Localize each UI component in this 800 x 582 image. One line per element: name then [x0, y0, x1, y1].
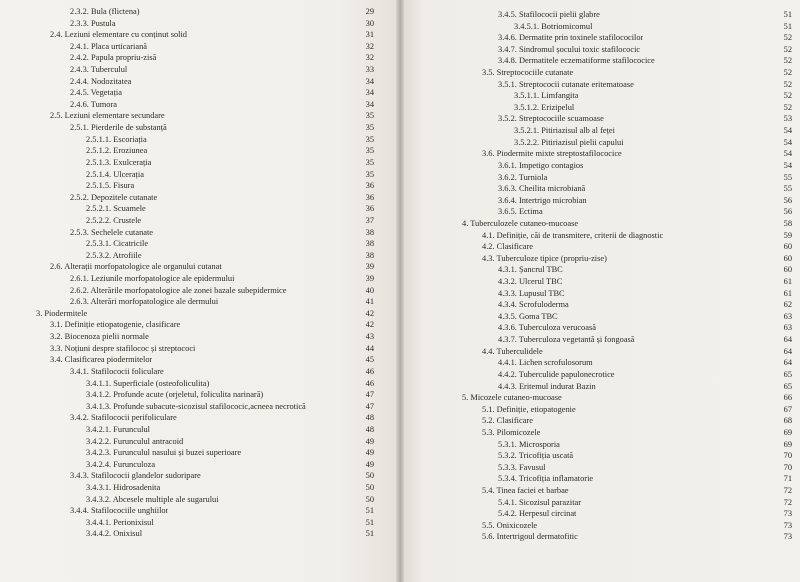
toc-entry	[0, 378, 400, 390]
toc-entry-title: 2.6.2. Alterările morfopatologice ale zonei bazale subepidermice	[70, 285, 287, 295]
toc-entry-title: 2.4.3. Tuberculul	[70, 65, 128, 75]
toc-entry-page-number: 48	[365, 413, 374, 423]
toc-entry-title: 3.5.1.2. Erizipelul	[514, 102, 575, 112]
toc-entry	[0, 134, 400, 146]
toc-entry-title: 3.4. Clasificarea piodermitelor	[50, 355, 153, 365]
toc-entry	[400, 288, 800, 300]
toc-entry	[0, 319, 400, 331]
toc-entry-page-number: 72	[783, 497, 792, 507]
toc-entry-title: 3.4.1.3. Profunde subacute-sicozisul stafilococic,acneea necrotică	[86, 401, 306, 411]
toc-entry-title: 4.4.3. Eritemul indurat Bazin	[498, 381, 596, 391]
toc-entry-page-number: 29	[365, 7, 374, 16]
toc-entry-title: 3.4.2.1. Furunculul	[86, 424, 150, 434]
toc-entry-page-number: 42	[365, 308, 374, 318]
toc-entry-title: 5.1. Definiție, etiopatogenie	[482, 404, 576, 414]
toc-entry-title: 4.3.2. Ulcerul TBC	[498, 277, 563, 287]
toc-entry-title: 4.3.3. Lupusul TBC	[498, 288, 565, 298]
toc-entry	[0, 470, 400, 482]
toc-entry-page-number: 62	[783, 300, 792, 310]
toc-entry-title: 2.4.1. Placa urticariană	[70, 41, 147, 51]
toc-entry-page-number: 49	[365, 436, 374, 446]
toc-entry-title: 5.4.1. Sicozisul parazitar	[498, 497, 582, 507]
toc-entry-page-number: 64	[783, 346, 792, 356]
toc-entry-page-number: 52	[783, 91, 792, 101]
toc-entry	[400, 206, 800, 218]
toc-entry-page-number: 35	[365, 169, 374, 179]
toc-entry-page-number: 55	[783, 172, 792, 182]
toc-entry-page-number: 38	[365, 227, 374, 237]
toc-entry	[0, 192, 400, 204]
toc-entry	[400, 264, 800, 276]
toc-entry	[400, 125, 800, 137]
toc-entry	[400, 462, 800, 474]
toc-entry	[400, 79, 800, 91]
toc-entry-page-number: 34	[365, 76, 374, 86]
toc-entry	[0, 76, 400, 88]
toc-entry-title: 3.5. Streptocociile cutanate	[482, 68, 574, 78]
toc-entry-page-number: 35	[365, 146, 374, 156]
toc-entry-page-number: 56	[783, 195, 792, 205]
toc-entry-title: 3.5.2.2. Pitiriazisul pielii capului	[514, 137, 624, 147]
toc-entry-title: 3.6.1. Impetigo contagios	[498, 160, 584, 170]
toc-entry-page-number: 61	[783, 277, 792, 287]
toc-entry-page-number: 44	[365, 343, 374, 353]
toc-entry-title: 2.6.1. Leziunile morfopatologice ale epidermului	[70, 274, 235, 284]
toc-entry-title: 5.4. Tinea faciei et barbae	[482, 485, 569, 495]
right-page	[400, 0, 800, 582]
toc-entry-page-number: 54	[783, 160, 792, 170]
toc-entry-page-number: 55	[783, 184, 792, 194]
toc-entry-page-number: 73	[783, 520, 792, 530]
toc-entry	[0, 482, 400, 494]
toc-entry	[0, 273, 400, 285]
toc-entry-page-number: 49	[365, 448, 374, 458]
toc-entry	[400, 392, 800, 404]
toc-entry-page-number: 73	[783, 509, 792, 519]
toc-entry	[0, 285, 400, 297]
toc-entry-title: 2.5.1. Pierderile de substanță	[70, 123, 167, 133]
toc-entry-title: 3.4.1. Stafilococii foliculare	[70, 366, 164, 376]
toc-entry	[400, 450, 800, 462]
toc-entry-title: 2.4. Leziuni elementare cu conținut solid	[50, 30, 187, 40]
toc-entry	[400, 334, 800, 346]
toc-entry-page-number: 59	[783, 230, 792, 240]
toc-entry-page-number: 53	[783, 114, 792, 124]
toc-entry-page-number: 69	[783, 427, 792, 437]
toc-entry	[0, 157, 400, 169]
toc-entry-page-number: 65	[783, 369, 792, 379]
toc-entry-page-number: 52	[783, 33, 792, 43]
toc-entry	[0, 180, 400, 192]
toc-entry	[0, 52, 400, 64]
left-toc-list	[0, 6, 400, 540]
toc-entry	[400, 241, 800, 253]
toc-entry-title: 2.5.3. Sechelele cutanate	[70, 227, 154, 237]
toc-entry-page-number: 52	[783, 79, 792, 89]
toc-entry	[0, 401, 400, 413]
toc-entry	[0, 354, 400, 366]
toc-entry-title: 2.4.5. Vegetația	[70, 88, 122, 98]
toc-entry	[0, 227, 400, 239]
toc-entry-title: 3.6.4. Intertrigo microbian	[498, 195, 587, 205]
toc-entry-page-number: 60	[783, 265, 792, 275]
toc-entry-page-number: 67	[783, 404, 792, 414]
toc-entry	[0, 145, 400, 157]
toc-entry	[400, 427, 800, 439]
toc-entry-page-number: 56	[783, 207, 792, 217]
toc-entry	[0, 296, 400, 308]
toc-entry-title: 2.5.1.2. Eroziunea	[86, 146, 148, 156]
toc-entry-title: 2.5.2.1. Scuamele	[86, 204, 146, 214]
toc-entry	[400, 346, 800, 358]
toc-entry-page-number: 33	[365, 65, 374, 75]
toc-entry-page-number: 60	[783, 242, 792, 252]
toc-entry-page-number: 50	[365, 471, 374, 481]
toc-entry-page-number: 71	[783, 474, 792, 484]
toc-entry	[400, 148, 800, 160]
toc-entry-page-number: 70	[783, 462, 792, 472]
toc-entry	[400, 299, 800, 311]
toc-entry-page-number: 51	[783, 10, 792, 19]
toc-entry-title: 2.5.1.3. Exulcerația	[86, 157, 152, 167]
toc-entry-title: 4.2. Clasificare	[482, 242, 533, 252]
toc-entry-title: 4.3.7. Tuberculoza vegetantă și fongoasă	[498, 335, 635, 345]
toc-entry-page-number: 31	[365, 30, 374, 40]
toc-entry	[400, 9, 800, 21]
toc-entry	[400, 160, 800, 172]
toc-entry-page-number: 39	[365, 262, 374, 272]
toc-entry-page-number: 51	[365, 529, 374, 539]
toc-entry	[400, 381, 800, 393]
toc-entry	[0, 203, 400, 215]
toc-entry	[0, 412, 400, 424]
toc-entry	[0, 18, 400, 30]
toc-entry	[0, 389, 400, 401]
toc-entry-title: 3.6.5. Ectima	[498, 207, 543, 217]
toc-entry-title: 3.2. Biocenoza pielii normale	[50, 332, 149, 342]
toc-entry	[400, 369, 800, 381]
toc-entry-page-number: 35	[365, 123, 374, 133]
toc-entry-page-number: 51	[783, 21, 792, 31]
toc-entry	[0, 122, 400, 134]
toc-entry	[0, 424, 400, 436]
toc-entry-page-number: 36	[365, 204, 374, 214]
toc-entry	[400, 439, 800, 451]
toc-entry	[400, 183, 800, 195]
toc-entry-title: 3.4.3.2. Abcesele multiple ale sugarului	[86, 494, 219, 504]
toc-entry-page-number: 47	[365, 401, 374, 411]
toc-entry	[0, 517, 400, 529]
toc-entry	[400, 531, 800, 543]
toc-entry-page-number: 49	[365, 459, 374, 469]
toc-entry-page-number: 30	[365, 18, 374, 28]
toc-entry	[400, 497, 800, 509]
toc-entry-title: 3.4.1.2. Profunde acute (orjeletul, foliculita narinară)	[86, 390, 264, 400]
toc-entry-page-number: 38	[365, 239, 374, 249]
toc-entry	[0, 238, 400, 250]
toc-entry-page-number: 46	[365, 366, 374, 376]
toc-entry-title: 5.3.3. Favusul	[498, 462, 546, 472]
toc-entry	[400, 485, 800, 497]
toc-entry-title: 3.4.4.1. Perionixisul	[86, 517, 154, 527]
toc-entry-title: 2.4.4. Nodozitatea	[70, 76, 132, 86]
toc-entry-page-number: 65	[783, 381, 792, 391]
toc-entry-title: 4. Tuberculozele cutaneo-mucoase	[462, 218, 579, 228]
toc-entry-title: 3.6.3. Cheilita microbiană	[498, 184, 586, 194]
toc-entry-title: 5.2. Clasificare	[482, 416, 533, 426]
toc-entry-title: 4.1. Definiție, căi de transmitere, criterii de diagnostic	[482, 230, 664, 240]
toc-entry	[0, 447, 400, 459]
toc-entry	[400, 195, 800, 207]
toc-entry-title: 3.1. Definiție etiopatogenie, clasificare	[50, 320, 181, 330]
toc-entry-page-number: 52	[783, 44, 792, 54]
toc-entry	[0, 308, 400, 320]
toc-entry-page-number: 54	[783, 126, 792, 136]
toc-entry-title: 2.5.1.4. Ulcerația	[86, 169, 144, 179]
toc-entry	[0, 29, 400, 41]
toc-entry-page-number: 35	[365, 134, 374, 144]
toc-entry-page-number: 73	[783, 532, 792, 542]
book-spine-gutter	[396, 0, 404, 582]
toc-entry-page-number: 34	[365, 88, 374, 98]
toc-entry-page-number: 52	[783, 102, 792, 112]
toc-entry-title: 2.3.2. Bula (flictena)	[70, 7, 140, 16]
toc-entry-title: 3.4.5.1. Botriomicomul	[514, 21, 593, 31]
toc-entry-page-number: 46	[365, 378, 374, 388]
toc-entry-page-number: 72	[783, 485, 792, 495]
toc-entry	[0, 169, 400, 181]
toc-entry	[400, 102, 800, 114]
toc-entry-page-number: 36	[365, 192, 374, 202]
toc-entry-title: 3.4.3. Stafilococii glandelor sudoripare	[70, 471, 201, 481]
toc-entry	[0, 528, 400, 540]
toc-entry-title: 4.4.2. Tuberculide papulonecrotice	[498, 369, 615, 379]
toc-entry	[0, 494, 400, 506]
toc-entry	[400, 473, 800, 485]
toc-entry-title: 5.3.1. Microsporia	[498, 439, 560, 449]
toc-entry-page-number: 58	[783, 218, 792, 228]
toc-entry-title: 5.3. Pilomicozele	[482, 427, 541, 437]
toc-entry-title: 5.3.4. Tricofiția inflamatorie	[498, 474, 594, 484]
toc-entry	[0, 110, 400, 122]
toc-entry-page-number: 61	[783, 288, 792, 298]
toc-entry	[0, 459, 400, 471]
toc-entry	[400, 230, 800, 242]
toc-entry-title: 3.3. Noțiuni despre stafilococ și streptococi	[50, 343, 196, 353]
toc-entry-page-number: 45	[365, 355, 374, 365]
toc-entry-title: 3.4.5. Stafilococii pielii glabre	[498, 10, 600, 19]
toc-entry-title: 4.3.4. Scrofuloderma	[498, 300, 569, 310]
toc-entry-title: 2.3.3. Pustula	[70, 18, 116, 28]
toc-entry-page-number: 64	[783, 358, 792, 368]
toc-entry-title: 3.4.7. Sindromul șocului toxic stafilococic	[498, 44, 641, 54]
toc-entry-page-number: 47	[365, 390, 374, 400]
toc-entry-title: 2.6.3. Alterări morfopatologice ale dermului	[70, 297, 219, 307]
toc-entry-title: 2.5.3.2. Atrofiile	[86, 250, 142, 260]
toc-entry	[400, 253, 800, 265]
toc-entry-page-number: 51	[365, 517, 374, 527]
toc-entry-page-number: 41	[365, 297, 374, 307]
toc-entry	[0, 436, 400, 448]
toc-entry	[400, 137, 800, 149]
toc-entry-title: 3.5.2. Streptocociile scuamoase	[498, 114, 604, 124]
toc-entry-page-number: 32	[365, 41, 374, 51]
toc-entry	[400, 357, 800, 369]
toc-entry	[0, 215, 400, 227]
toc-entry	[0, 366, 400, 378]
toc-entry-title: 3.5.1. Streptococii cutanate eritematoase	[498, 79, 634, 89]
toc-entry-title: 3.4.2. Stafilococii perifoliculare	[70, 413, 177, 423]
toc-entry-title: 3.6. Piodermite mixte streptostafilococice	[482, 149, 622, 159]
toc-entry-title: 3.4.1.1. Superficiale (osteofoliculita)	[86, 378, 210, 388]
toc-entry-page-number: 51	[365, 506, 374, 516]
toc-entry-title: 4.3.6. Tuberculoza verucoasă	[498, 323, 596, 333]
toc-entry	[400, 32, 800, 44]
toc-entry-title: 2.4.6. Tumora	[70, 99, 118, 109]
toc-entry-title: 5.3.2. Tricofiția uscată	[498, 451, 574, 461]
toc-entry	[400, 218, 800, 230]
toc-entry-page-number: 60	[783, 253, 792, 263]
toc-entry	[0, 99, 400, 111]
toc-entry-page-number: 52	[783, 68, 792, 78]
toc-entry-title: 3.4.3.1. Hidrosadenita	[86, 482, 161, 492]
toc-entry-page-number: 54	[783, 149, 792, 159]
toc-entry-title: 3.4.2.4. Furunculoza	[86, 459, 156, 469]
toc-entry-title: 3.4.4.2. Onixisul	[86, 529, 143, 539]
toc-entry-title: 4.4.1. Lichen scrofulosorum	[498, 358, 593, 368]
right-toc-list	[400, 9, 800, 543]
toc-entry-page-number: 66	[783, 393, 792, 403]
toc-entry-title: 3.4.2.3. Furunculul nasului și buzei superioare	[86, 448, 242, 458]
toc-entry	[0, 261, 400, 273]
toc-entry	[0, 331, 400, 343]
toc-entry	[400, 322, 800, 334]
toc-entry-page-number: 38	[365, 250, 374, 260]
toc-entry-title: 3.4.8. Dermatitele eczematiforme stafilococice	[498, 56, 655, 66]
toc-entry-page-number: 50	[365, 482, 374, 492]
toc-entry	[400, 508, 800, 520]
toc-entry-page-number: 70	[783, 451, 792, 461]
toc-entry-title: 3. Piodermitele	[36, 308, 88, 318]
toc-entry-page-number: 63	[783, 323, 792, 333]
toc-entry-page-number: 36	[365, 181, 374, 191]
toc-entry	[400, 113, 800, 125]
toc-entry-page-number: 69	[783, 439, 792, 449]
toc-entry-title: 3.4.4. Stafilocociile unghiilor	[70, 506, 169, 516]
toc-entry-page-number: 34	[365, 99, 374, 109]
toc-entry-page-number: 42	[365, 320, 374, 330]
toc-entry	[0, 87, 400, 99]
toc-entry-title: 3.4.2.2. Furunculul antracoid	[86, 436, 184, 446]
toc-entry	[400, 172, 800, 184]
toc-entry	[400, 311, 800, 323]
toc-entry-page-number: 48	[365, 424, 374, 434]
toc-entry-title: 2.5.2. Depozitele cutanate	[70, 192, 158, 202]
toc-entry	[0, 41, 400, 53]
toc-entry-page-number: 52	[783, 56, 792, 66]
toc-entry-title: 4.3. Tuberculoze tipice (propriu-zise)	[482, 253, 607, 263]
toc-entry-page-number: 32	[365, 53, 374, 63]
toc-entry	[400, 404, 800, 416]
toc-entry-title: 2.5.1.1. Escoriația	[86, 134, 147, 144]
toc-entry	[400, 67, 800, 79]
toc-entry-page-number: 63	[783, 311, 792, 321]
toc-entry-page-number: 35	[365, 157, 374, 167]
toc-entry-title: 2.5.3.1. Cicatricile	[86, 239, 149, 249]
toc-entry-title: 4.4. Tuberculidele	[482, 346, 543, 356]
toc-entry	[400, 55, 800, 67]
toc-entry-page-number: 43	[365, 332, 374, 342]
toc-entry	[400, 276, 800, 288]
toc-entry-title: 3.6.2. Turniola	[498, 172, 548, 182]
toc-entry	[400, 415, 800, 427]
toc-entry-title: 4.3.5. Goma TBC	[498, 311, 558, 321]
toc-entry-page-number: 39	[365, 274, 374, 284]
toc-entry-title: 2.5.1.5. Fisura	[86, 181, 135, 191]
toc-entry-page-number: 40	[365, 285, 374, 295]
toc-entry	[0, 6, 400, 18]
toc-entry	[0, 343, 400, 355]
toc-entry-title: 3.5.2.1. Pitiriazisul alb al feței	[514, 126, 615, 136]
toc-entry-page-number: 50	[365, 494, 374, 504]
toc-entry	[400, 44, 800, 56]
toc-entry	[400, 520, 800, 532]
toc-entry-title: 2.4.2. Papula propriu-zisă	[70, 53, 157, 63]
toc-entry-title: 2.6. Alterații morfopatologice ale organului cutanat	[50, 262, 222, 272]
toc-entry-title: 5.5. Onixicozele	[482, 520, 538, 530]
toc-entry	[400, 21, 800, 33]
toc-entry-title: 2.5. Leziuni elementare secundare	[50, 111, 165, 121]
toc-entry-page-number: 54	[783, 137, 792, 147]
toc-entry-title: 3.5.1.1. Limfangita	[514, 91, 579, 101]
toc-entry-title: 5.4.2. Herpesul circinat	[498, 509, 577, 519]
toc-entry-page-number: 35	[365, 111, 374, 121]
toc-entry	[0, 505, 400, 517]
toc-entry	[0, 64, 400, 76]
toc-entry-title: 2.5.2.2. Crustele	[86, 215, 142, 225]
toc-entry-page-number: 37	[365, 215, 374, 225]
toc-entry-page-number: 68	[783, 416, 792, 426]
toc-entry	[0, 250, 400, 262]
toc-entry-page-number: 64	[783, 335, 792, 345]
toc-entry-title: 5.6. Intertrigoul dermatofitic	[482, 532, 578, 542]
toc-entry-title: 4.3.1. Șancrul TBC	[498, 265, 563, 275]
toc-entry-title: 3.4.6. Dermatite prin toxinele stafilococilor	[498, 33, 644, 43]
toc-entry	[400, 90, 800, 102]
toc-entry-title: 5. Micozele cutaneo-mucoase	[462, 393, 562, 403]
